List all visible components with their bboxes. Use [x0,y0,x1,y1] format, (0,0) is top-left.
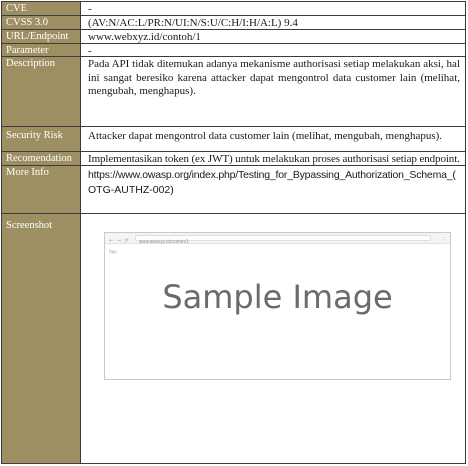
value-more-info [82,166,465,213]
row-recomendation [2,152,465,166]
screenshot-image [104,232,451,380]
value-cve: - [88,3,92,15]
row-parameter [2,44,465,57]
more-info-link-line-2[interactable]: OTG-AUTHZ-002) [88,184,174,196]
more-info-link-line-1[interactable]: https://www.owasp.org/index.php/Testing_for_Bypassing_Authorization_Schema_( [88,169,456,181]
value-recomendation: Implementasikan token (ex JWT) untuk melakukan proses authorisasi setiap endpoint. [88,153,460,165]
value-cvss: (AV:N/AC:L/PR:N/UI:N/S:U/C:H/I:H/A:L) 9.4 [88,17,298,29]
row-cve [2,2,465,16]
label-description: Description [2,57,81,126]
row-url-endpoint [2,30,465,44]
value-screenshot [82,214,465,463]
sample-image-text: Sample Image [162,278,393,316]
label-more-info: More Info [2,166,81,213]
label-cve: CVE [2,2,81,15]
value-url-endpoint: www.webxyz.id/contoh/1 [88,31,201,43]
browser-toolbar [105,233,450,244]
label-cvss: CVSS 3.0 [2,16,81,29]
vulnerability-detail-table [1,1,466,464]
row-description [2,57,465,127]
label-security-risk: Security Risk [2,127,81,151]
browser-address-bar [135,235,431,244]
row-cvss [2,16,465,30]
value-parameter: - [88,45,92,57]
label-parameter: Parameter [2,44,81,56]
browser-apps-label: App [109,249,117,254]
browser-url-text: www.webxyz.id/contoh/1 [139,239,189,244]
label-url-endpoint: URL/Endpoint [2,30,81,43]
browser-nav-icons: ← → ⟳ [109,238,130,244]
label-screenshot: Screenshot [2,214,81,463]
row-more-info [2,166,465,214]
browser-menu-icon: ⋮ [441,237,446,243]
row-screenshot [2,214,465,463]
value-security-risk: Attacker dapat mengontrol data customer lain (melihat, mengubah, menghapus). [88,130,443,142]
row-security-risk [2,127,465,152]
value-description: Pada API tidak ditemukan adanya mekanisme authorisasi setiap melakukan aksi, hal ini sangat beresiko karena attacker dapat mengontrol data customer lain (melihat, mengubah, menghapus). [88,58,460,97]
label-recomendation: Recomendation [2,152,81,165]
